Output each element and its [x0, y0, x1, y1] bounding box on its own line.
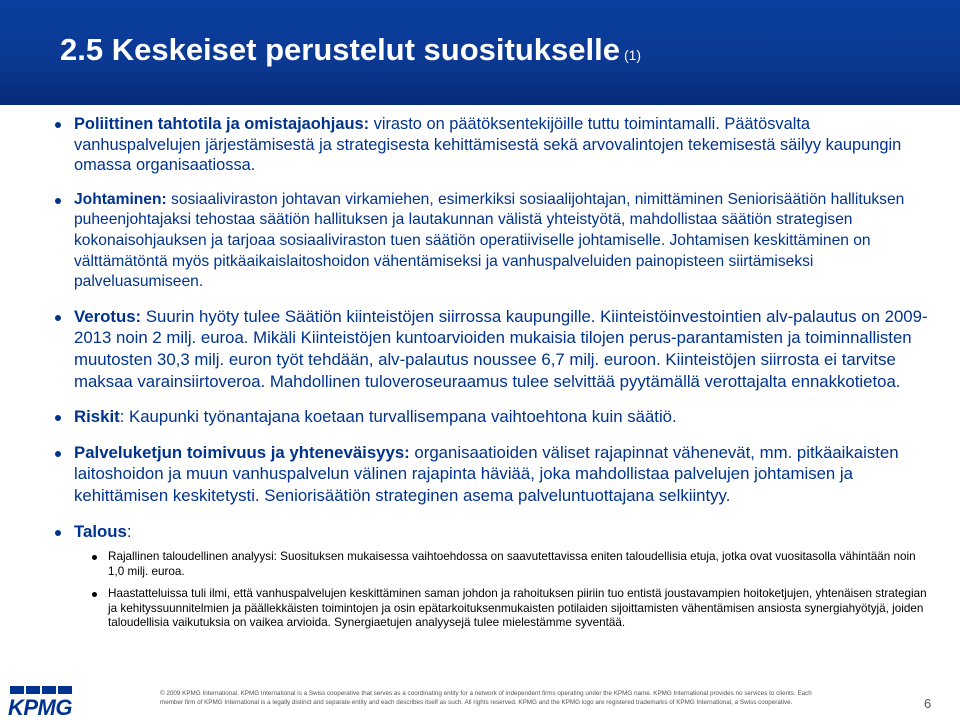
slide-title-text: 2.5 Keskeiset perustelut suositukselle: [60, 32, 620, 67]
bullet-lead: Johtaminen:: [74, 190, 167, 208]
footer-legal-line: © 2009 KPMG International. KPMG International is a Swiss cooperative that serves as a coordinating entity for a network of independent firms operating under the KPMG name. KPMG International provides no services to clients. Each: [160, 690, 812, 697]
bullet-text: organisaatioiden väliset rajapinnat vähenevät, mm. pitkäaikaisten laitoshoidon ja muun vanhuspalvelun välinen rajapinta häviää, joka mahdollistaa palvelujen johtamisen ja kehittämisen keskitetysti. Seniorisäätiön strateginen asema palveluntuottajana selkiintyy.: [74, 442, 899, 505]
bullet-lead: Poliittinen tahtotila ja omistajaohjaus:: [74, 115, 370, 133]
bullet-lead: Palveluketjun toimivuus ja yhteneväisyys:: [74, 442, 410, 462]
bullet-text: :: [126, 521, 132, 541]
bullet-text: Suurin hyöty tulee Säätiön kiinteistöjen siirrossa kaupungille. Kiinteistöinvestointien alv-palautus on 2009-2013 noin 2 milj. euroa. Mikäli Kiinteistöjen kuntoarvioiden mukaisia tilojen perus-parantamisten ja toiminnallisten muutosten 30,3 milj. euron työt tehdään, alv-palautus noussee 6,7 milj. euroon. Kiinteistöjen siirrosta ei tarvitse maksaa varainsiirtoveroa. Mahdollinen tuloveroseuraamus tulee selvittää pyytämällä verottajalta ennakkotietoa.: [74, 306, 928, 391]
page-number: 6: [924, 696, 932, 711]
kpmg-logo-text: KPMG: [8, 695, 72, 720]
footer-legal: [160, 689, 860, 707]
slide-header: [0, 0, 960, 105]
slide-body: [52, 114, 932, 631]
sub-bullet-item: [52, 550, 932, 579]
bullet-item: [52, 442, 932, 507]
bullet-dot-icon: [55, 315, 61, 321]
bullet-dot-icon: [55, 415, 61, 421]
footer-legal-line: member firm of KPMG International is a legally distinct and separate entity and each describes itself as such. All rights reserved. KPMG and the KPMG logo are registered trademarks of KPMG International, a Swiss cooperative.: [160, 699, 793, 706]
sub-bullet-text: Rajallinen taloudellinen analyysi: Suosituksen mukaisessa vaihtoehdossa on saavutettavissa eniten taloudellisia etuja, jotka ovat vuositasolla vähintään noin 1,0 milj. euroa.: [108, 550, 916, 578]
bullet-lead: Riskit: [74, 407, 120, 427]
bullet-dot-icon: [55, 451, 61, 457]
bullet-lead: Talous: [74, 521, 127, 541]
sub-bullet-dot-icon: [92, 555, 97, 560]
bullet-item: [52, 306, 932, 392]
bullet-item: [52, 521, 932, 543]
bullet-lead: Verotus:: [74, 306, 142, 326]
bullet-item: [52, 114, 932, 176]
bullet-item: [52, 190, 932, 293]
bullet-item: [52, 406, 932, 428]
bullet-dot-icon: [55, 122, 61, 128]
slide-title-suffix: (1): [623, 47, 642, 63]
kpmg-logo: [0, 686, 100, 720]
sub-bullet-item: [52, 587, 932, 631]
sub-bullet-text: Haastatteluissa tuli ilmi, että vanhuspalvelujen keskittäminen saman johdon ja rahoituksen piiriin tuo entistä joustavampien hoitoketjujen, yhtenäisen strategian ja kehityssuunnitelmien ja päällekkäisten toimintojen ja osin epätarkoituksenmukaisten potilaiden sijoittamisten vähentämisen ansiosta synergiahyötyjä, joiden taloudellisia vaikutuksia on vaikea arvioida. Synergiaetujen analyysejä tulee mielestämme syventää.: [108, 587, 927, 630]
bullet-dot-icon: [55, 198, 61, 204]
bullet-text: virasto on päätöksentekijöille tuttu toimintamalli. Päätösvalta vanhuspalvelujen järjestämisestä ja strategisesta kehittämisestä sekä arvovalintojen tekemisestä säilyy kaupungin omassa organisaatiossa.: [74, 115, 902, 175]
bullet-text: : Kaupunki työnantajana koetaan turvallisempana vaihtoehtona kuin säätiö.: [119, 407, 677, 427]
bullet-dot-icon: [55, 530, 61, 536]
slide-title: [60, 32, 641, 68]
bullet-text: sosiaaliviraston johtavan virkamiehen, esimerkiksi sosiaalijohtajan, nimittäminen Seniorisäätiön hallituksen puheenjohtajaksi tehostaa säätiön hallituksen ja lautakunnan välistä yhteistyötä, mahdollistaa säätiön strategisen kokonaisohjauksen ja tarjoaa sosiaaliviraston tuen säätiön operatiiviselle johtamiselle. Johtamisen keskittäminen on välttämätöntä myös pitkäaikaislaitoshoidon vähentämiseksi ja vanhuspalveluiden painopisteen siirtämiseksi palveluasumiseen.: [74, 190, 905, 291]
kpmg-logo-boxes-icon: [10, 686, 72, 694]
sub-bullet-dot-icon: [92, 592, 97, 597]
